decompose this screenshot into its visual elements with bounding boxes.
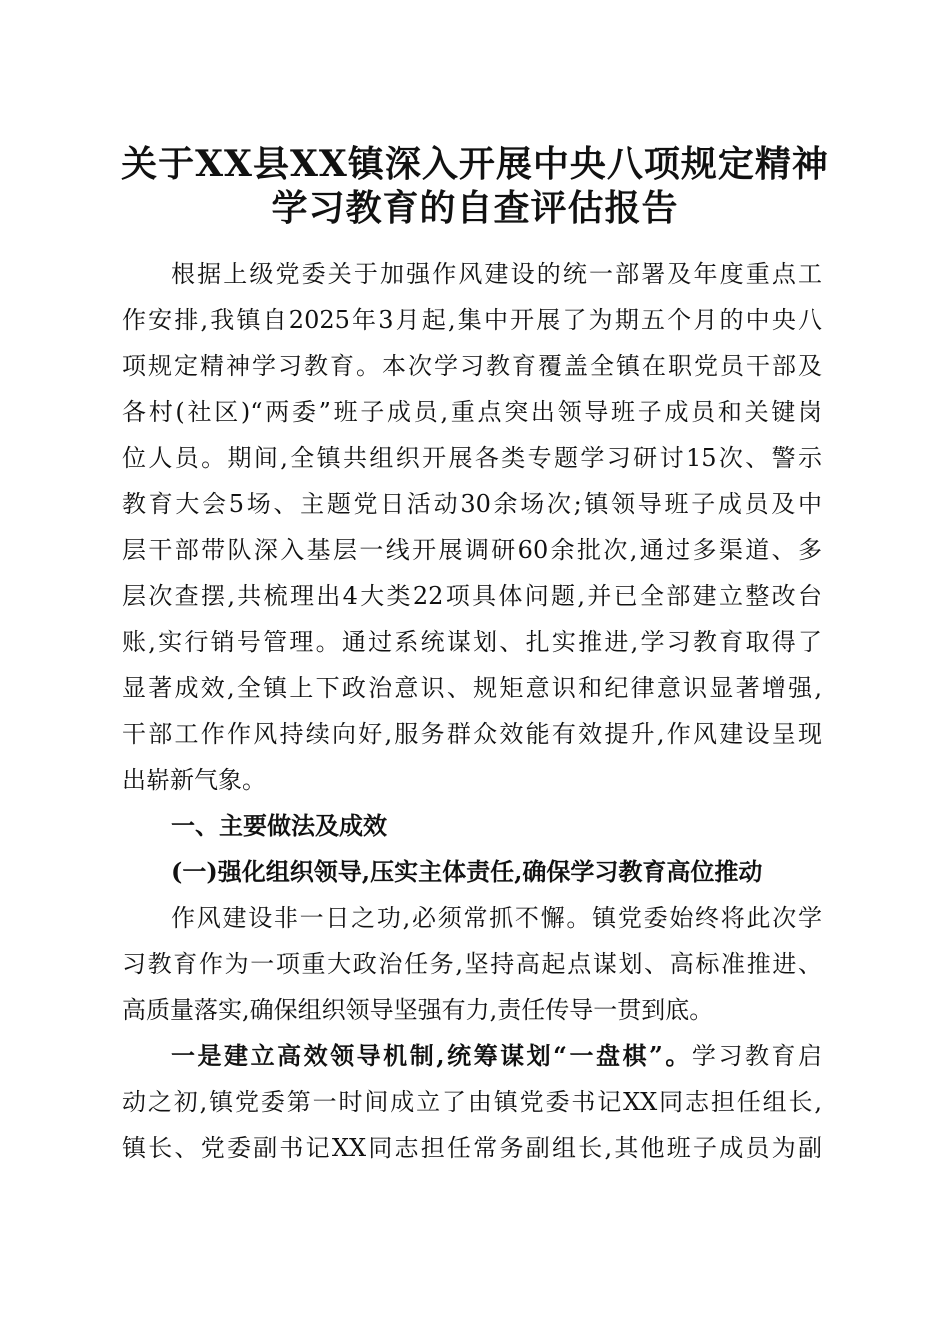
document-title <box>60 142 890 230</box>
intro-line: 显著成效,全镇上下政治意识、规矩意识和纪律意识显著增强, <box>122 674 822 702</box>
intro-line: 层次查摆,共梳理出4大类22项具体问题,并已全部建立整改台 <box>122 582 822 610</box>
intro-line: 作安排,我镇自2025年3月起,集中开展了为期五个月的中央八 <box>122 306 822 334</box>
body-line: 高质量落实,确保组织领导坚强有力,责任传导一贯到底。 <box>122 996 714 1024</box>
body-line: 镇长、党委副书记XX同志担任常务副组长,其他班子成员为副 <box>122 1134 822 1162</box>
body-line: 习教育作为一项重大政治任务,坚持高起点谋划、高标准推进、 <box>122 950 822 978</box>
intro-line: 层干部带队深入基层一线开展调研60余批次,通过多渠道、多 <box>122 536 822 564</box>
point-first-line <box>122 1033 822 1079</box>
subsection-heading: (一)强化组织领导,压实主体责任,确保学习教育高位推动 <box>171 857 763 886</box>
intro-paragraph <box>122 251 822 803</box>
point-lead-bold: 一是建立高效领导机制,统筹谋划“一盘棋”。 <box>171 1041 692 1070</box>
intro-line: 教育大会5场、主题党日活动30余场次;镇领导班子成员及中 <box>122 490 822 518</box>
point-lead-rest: 学习教育启 <box>691 1042 823 1070</box>
point-paragraph <box>122 1033 822 1171</box>
intro-line: 位人员。期间,全镇共组织开展各类专题学习研讨15次、警示 <box>122 444 822 472</box>
title-line-2: 学习教育的自查评估报告 <box>271 187 679 229</box>
intro-line: 根据上级党委关于加强作风建设的统一部署及年度重点工 <box>171 260 822 288</box>
section-heading: 一、主要做法及成效 <box>171 812 387 840</box>
intro-line: 干部工作作风持续向好,服务群众效能有效提升,作风建设呈现 <box>122 720 822 748</box>
intro-line: 项规定精神学习教育。本次学习教育覆盖全镇在职党员干部及 <box>122 352 822 380</box>
subsection-paragraph <box>122 895 822 1033</box>
body-line: 动之初,镇党委第一时间成立了由镇党委书记XX同志担任组长, <box>122 1088 822 1116</box>
body-line: 作风建设非一日之功,必须常抓不懈。镇党委始终将此次学 <box>171 904 822 932</box>
intro-line: 账,实行销号管理。通过系统谋划、扎实推进,学习教育取得了 <box>122 628 822 656</box>
intro-line: 出崭新气象。 <box>122 766 266 794</box>
intro-line: 各村(社区)“两委”班子成员,重点突出领导班子成员和关键岗 <box>122 398 822 426</box>
title-line-1: 关于XX县XX镇深入开展中央八项规定精神 <box>121 143 829 185</box>
